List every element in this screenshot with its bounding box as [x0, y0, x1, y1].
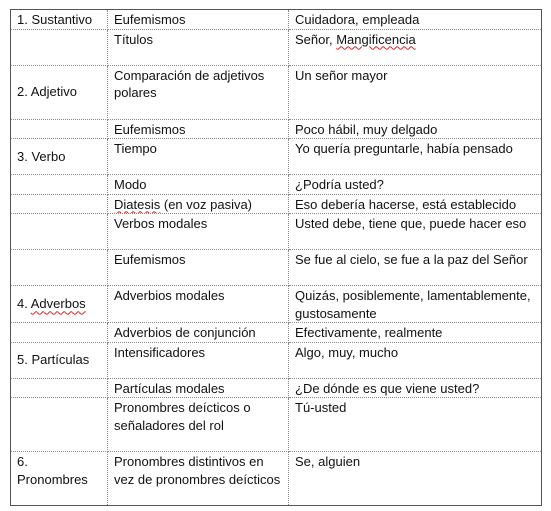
subcategory-cell: Partículas modales [108, 378, 289, 398]
example-cell: ¿De dónde es que viene usted? [289, 378, 542, 398]
subcategory-cell: Comparación de adjetivos polares [108, 65, 289, 119]
table [10, 9, 542, 506]
example-cell: Poco hábil, muy delgado [289, 119, 542, 139]
example-cell: Un señor mayor [289, 65, 542, 119]
spellcheck-flagged-word: Diatesis [114, 196, 161, 212]
subcategory-cell: Tiempo [108, 139, 289, 175]
example-cell: Algo, muy, mucho [289, 342, 542, 378]
example-cell [289, 29, 542, 65]
example-cell: Cuidadora, empleada [289, 10, 542, 30]
subcategory-cell [108, 194, 289, 214]
subcategory-cell: Modo [108, 175, 289, 195]
subcategory-cell: Adverbios de conjunción [108, 323, 289, 343]
table-row [11, 10, 542, 30]
category-cell: 3. Verbo [11, 139, 108, 175]
table-row [11, 214, 542, 250]
category-cell [11, 175, 108, 195]
table-row [11, 398, 542, 452]
table-row [11, 342, 542, 378]
example-cell: Eso debería hacerse, está establecido [289, 194, 542, 214]
example-cell: Tú-usted [289, 398, 542, 452]
category-cell: 1. Sustantivo [11, 10, 108, 30]
subcategory-text: (en voz pasiva) [160, 196, 253, 212]
example-cell: Se, alguien [289, 452, 542, 506]
subcategory-cell: Adverbios modales [108, 286, 289, 323]
category-text: 4. [17, 296, 31, 312]
category-cell [11, 119, 108, 139]
subcategory-cell: Eufemismos [108, 10, 289, 30]
category-cell [11, 398, 108, 452]
table-row [11, 139, 542, 175]
category-cell [11, 250, 108, 286]
subcategory-cell: Eufemismos [108, 119, 289, 139]
subcategory-cell: Títulos [108, 29, 289, 65]
category-cell [11, 286, 108, 323]
spellcheck-flagged-word: Adverbos [30, 296, 86, 312]
subcategory-cell: Eufemismos [108, 250, 289, 286]
table-row [11, 323, 542, 343]
example-cell: Quizás, posiblemente, lamentablemente, gustosamente [289, 286, 542, 323]
category-cell [11, 214, 108, 250]
example-cell: Usted debe, tiene que, puede hacer eso [289, 214, 542, 250]
table-row [11, 250, 542, 286]
subcategory-cell: Pronombres distintivos en vez de pronombres deícticos [108, 452, 289, 506]
table-row [11, 29, 542, 65]
example-cell: ¿Podría usted? [289, 175, 542, 195]
category-cell [11, 323, 108, 343]
subcategory-cell: Pronombres deícticos o señaladores del rol [108, 398, 289, 452]
subcategory-cell: Intensificadores [108, 342, 289, 378]
table-row [11, 119, 542, 139]
table-row [11, 65, 542, 119]
category-cell: 2. Adjetivo [11, 65, 108, 119]
table-row [11, 175, 542, 195]
category-cell: 5. Partículas [11, 342, 108, 378]
table-row [11, 378, 542, 398]
subcategory-cell: Verbos modales [108, 214, 289, 250]
table-row [11, 286, 542, 323]
example-cell: Yo quería preguntarle, había pensado [289, 139, 542, 175]
category-cell [11, 378, 108, 398]
example-cell: Efectivamente, realmente [289, 323, 542, 343]
table-row [11, 452, 542, 506]
category-cell: 6. Pronombres [11, 452, 108, 506]
example-text: Señor, [295, 31, 337, 47]
table-row [11, 194, 542, 214]
example-cell: Se fue al cielo, se fue a la paz del Señor [289, 250, 542, 286]
category-cell [11, 29, 108, 65]
category-cell [11, 194, 108, 214]
spellcheck-flagged-word: Mangificencia [336, 31, 416, 47]
